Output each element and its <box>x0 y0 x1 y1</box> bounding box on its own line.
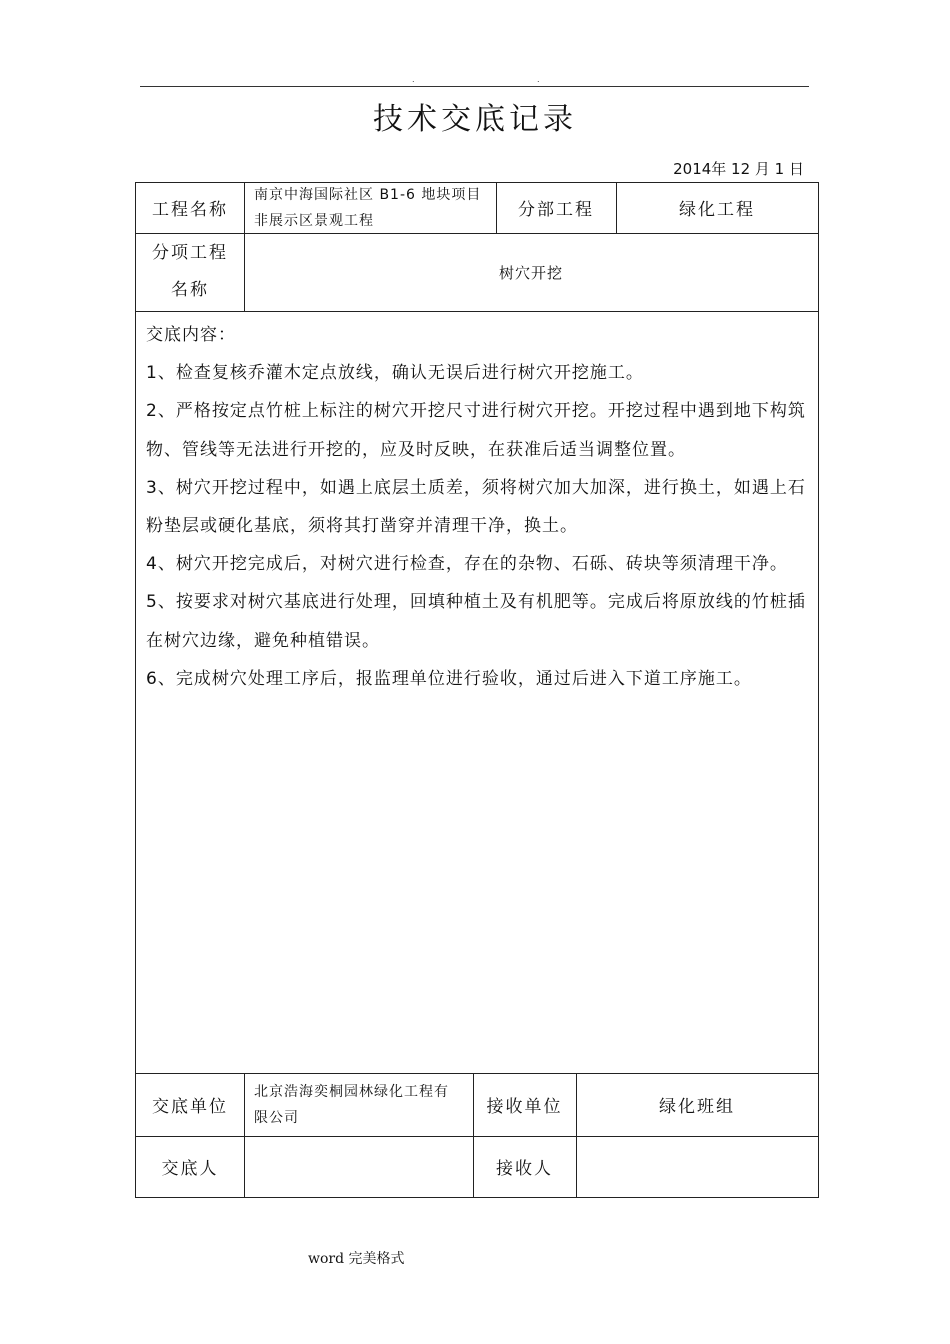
subitem-label <box>136 233 244 311</box>
table-rule <box>136 311 818 312</box>
content-item-6: 6、完成树穴处理工序后，报监理单位进行验收，通过后进入下道工序施工。 <box>146 668 752 689</box>
handover-person-label: 交底人 <box>161 1159 219 1179</box>
content-item-3: 3、树穴开挖过程中，如遇上底层土质差，须将树穴加大加深，进行换土，如遇上石粉垫层或硬化基底，须将其打凿穿并清理干净，换土。 <box>146 477 806 537</box>
header-mark-2: . <box>537 75 540 84</box>
content-item-4: 4、树穴开挖完成后，对树穴进行检查，存在的杂物、石砾、砖块等须清理干净。 <box>146 554 788 575</box>
receiving-unit-value: 绿化班组 <box>659 1097 735 1117</box>
content-item-5: 5、按要求对树穴基底进行处理，回填种植土及有机肥等。完成后将原放线的竹桩插在树穴边缘，避免种植错误。 <box>146 592 806 651</box>
handover-unit-label: 交底单位 <box>152 1097 228 1117</box>
disclosure-content <box>146 316 816 698</box>
page-footer: word 完美格式 <box>308 1251 405 1267</box>
subitem-label-line2: 名称 <box>171 280 209 300</box>
division-label: 分部工程 <box>518 200 594 220</box>
handover-person-value <box>244 1136 473 1197</box>
receiving-unit-label: 接收单位 <box>486 1097 563 1117</box>
record-date: 2014年 12 月 1 日 <box>673 160 804 178</box>
receiver-value <box>576 1136 818 1197</box>
content-heading: 交底内容： <box>146 325 236 345</box>
division-value: 绿化工程 <box>679 200 755 220</box>
subitem-label-line1: 分项工程 <box>152 243 228 263</box>
header-rule <box>140 86 809 87</box>
disclosure-table <box>135 182 819 1198</box>
project-name-value: 南京中海国际社区 B1-6 地块项目非展示区景观工程 <box>254 186 482 229</box>
handover-unit-value: 北京浩海奕桐园林绿化工程有限公司 <box>254 1083 449 1126</box>
project-name-label: 工程名称 <box>152 200 228 220</box>
content-item-1: 1、检查复核乔灌木定点放线，确认无误后进行树穴开挖施工。 <box>146 363 644 384</box>
table-border-bottom <box>136 1197 818 1198</box>
subitem-value: 树穴开挖 <box>498 263 563 282</box>
page-title: 技术交底记录 <box>373 102 577 137</box>
content-item-2: 2、严格按定点竹桩上标注的树穴开挖尺寸进行树穴开挖。开挖过程中遇到地下构筑物、管线等无法进行开挖的，应及时反映，在获准后适当调整位置。 <box>146 401 806 460</box>
header-mark-1: . <box>412 75 415 84</box>
receiver-label: 接收人 <box>496 1159 553 1179</box>
